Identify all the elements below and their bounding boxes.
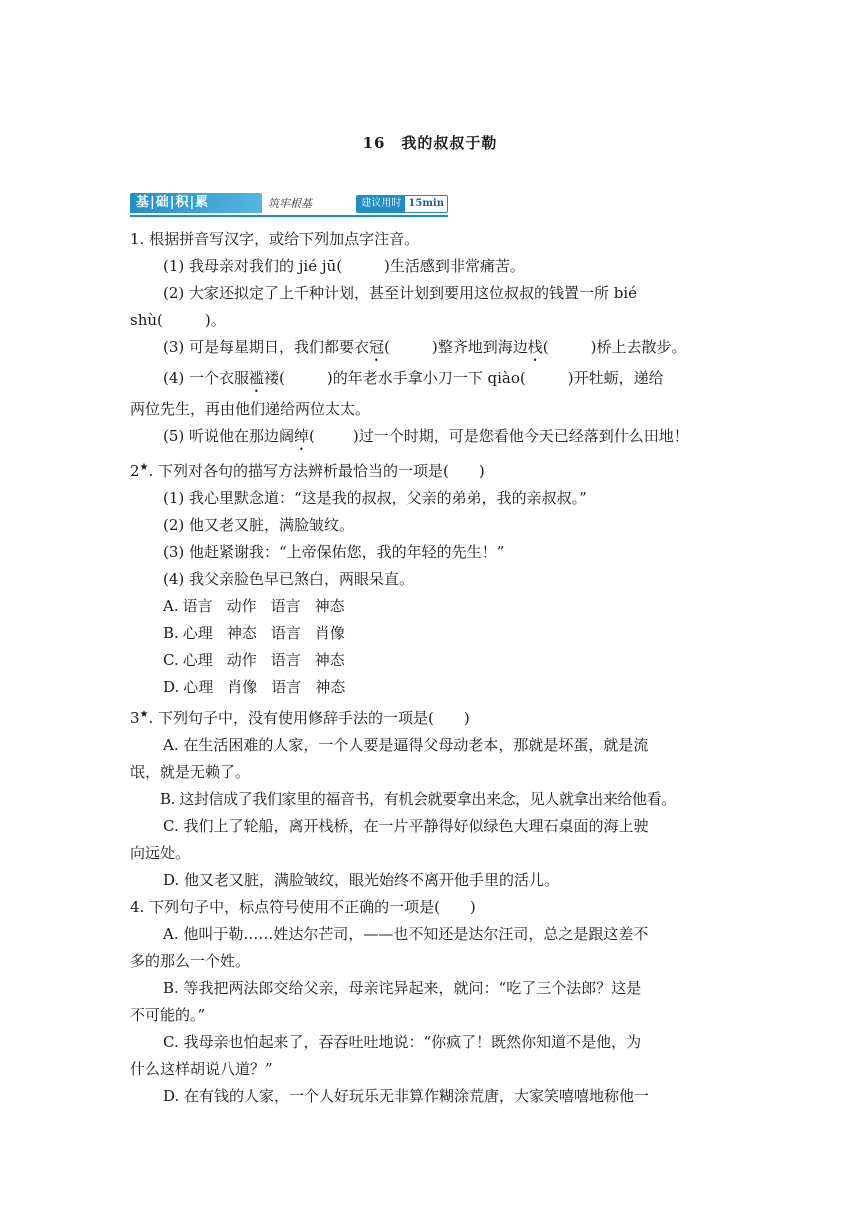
dotted-char: 栈: [527, 338, 543, 356]
q4-option-b-cont: 不可能的。”: [130, 1006, 206, 1024]
q1-sentence-4-cont: 两位先生，再由他们递给两位太太。: [130, 400, 371, 418]
q4-option-c[interactable]: C. 我母亲也怕起来了，吞吞吐吐地说：“你疯了！既然你知道不是他，为: [163, 1033, 642, 1051]
q2-item-1: (1) 我心里默念道：“这是我的叔叔，父亲的弟弟，我的亲叔叔。”: [163, 489, 587, 507]
q2-stem: 2★. 下列对各句的描写方法辨析最恰当的一项是( ): [130, 462, 485, 480]
q4-option-d[interactable]: D. 在有钱的人家，一个人好玩乐无非算作糊涂荒唐，大家笑嘻嘻地称他一: [163, 1087, 650, 1105]
star-icon: ★: [139, 462, 149, 473]
q1-sentence-2: (2) 大家还拟定了上千种计划，甚至计划到要用这位叔叔的钱置一所 bié: [163, 284, 638, 302]
q4-option-b[interactable]: B. 等我把两法郎交给父亲，母亲诧异起来，就问：“吃了三个法郎？这是: [163, 979, 642, 997]
q1-sentence-1: (1) 我母亲对我们的 jié jū( )生活感到非常痛苦。: [163, 257, 525, 275]
q2-option-d[interactable]: D. 心理 肖像 语言 神态: [163, 678, 346, 696]
star-icon: ★: [139, 709, 149, 720]
q4-option-c-cont: 什么这样胡说八道？”: [130, 1060, 273, 1078]
q1-sentence-3: (3) 可是每星期日，我们都要衣冠( )整齐地到海边栈( )桥上去散步。: [163, 338, 687, 356]
q4-stem: 4. 下列句子中，标点符号使用不正确的一项是( ): [130, 898, 476, 916]
dotted-char: 褴: [249, 369, 265, 387]
q1-sentence-4: (4) 一个衣服褴褛( )的年老水手拿小刀一下 qiào( )开牡蛎，递给: [163, 369, 664, 387]
time-value: 15min: [408, 198, 444, 209]
page-title: 16 我的叔叔于勒: [362, 134, 498, 152]
q3-option-a[interactable]: A. 在生活困难的人家，一个人要是逼得父母动老本，那就是坏蛋，就是流: [163, 736, 649, 754]
q1-sentence-2-cont: shù( )。: [130, 311, 226, 329]
dotted-char: 绰: [294, 427, 310, 445]
q2-option-a[interactable]: A. 语言 动作 语言 神态: [163, 597, 345, 615]
q3-stem: 3★. 下列句子中，没有使用修辞手法的一项是( ): [130, 709, 470, 727]
q2-item-4: (4) 我父亲脸色早已煞白，两眼呆直。: [163, 570, 415, 588]
q3-option-b[interactable]: B. 这封信成了我们家里的福音书，有机会就要拿出来念，见人就拿出来给他看。: [160, 790, 676, 808]
q2-option-b[interactable]: B. 心理 神态 语言 肖像: [163, 624, 345, 642]
q1-sentence-5: (5) 听说他在那边阔绰( )过一个时期，可是您看他今天已经落到什么田地！: [163, 427, 689, 445]
q3-option-c-cont: 向远处。: [130, 844, 191, 862]
q3-option-d[interactable]: D. 他又老又脏，满脸皱纹，眼光始终不离开他手里的活儿。: [163, 871, 560, 889]
q2-item-3: (3) 他赶紧谢我：“上帝保佑您，我的年轻的先生！”: [163, 543, 505, 561]
dotted-char: 冠: [369, 338, 385, 356]
q3-option-c[interactable]: C. 我们上了轮船，离开栈桥，在一片平静得好似绿色大理石桌面的海上驶: [163, 817, 649, 835]
section-banner: [130, 193, 448, 217]
q4-option-a-cont: 多的那么一个姓。: [130, 952, 251, 970]
time-label: 建议用时: [357, 196, 405, 212]
q2-option-c[interactable]: C. 心理 动作 语言 神态: [163, 651, 345, 669]
q4-option-a[interactable]: A. 他叫于勒……姓达尔芒司，——也不知还是达尔汪司，总之是跟这差不: [163, 925, 649, 943]
suggested-time: [356, 195, 448, 213]
q3-option-a-cont: 氓，就是无赖了。: [130, 763, 251, 781]
banner-label: 基|础|积|累: [130, 193, 262, 213]
banner-subtitle: 筑牢根基: [268, 197, 312, 210]
q2-item-2: (2) 他又老又脏，满脸皱纹。: [163, 516, 355, 534]
question-list: [130, 226, 734, 1110]
q1-stem: 1. 根据拼音写汉字，或给下列加点字注音。: [130, 230, 420, 248]
